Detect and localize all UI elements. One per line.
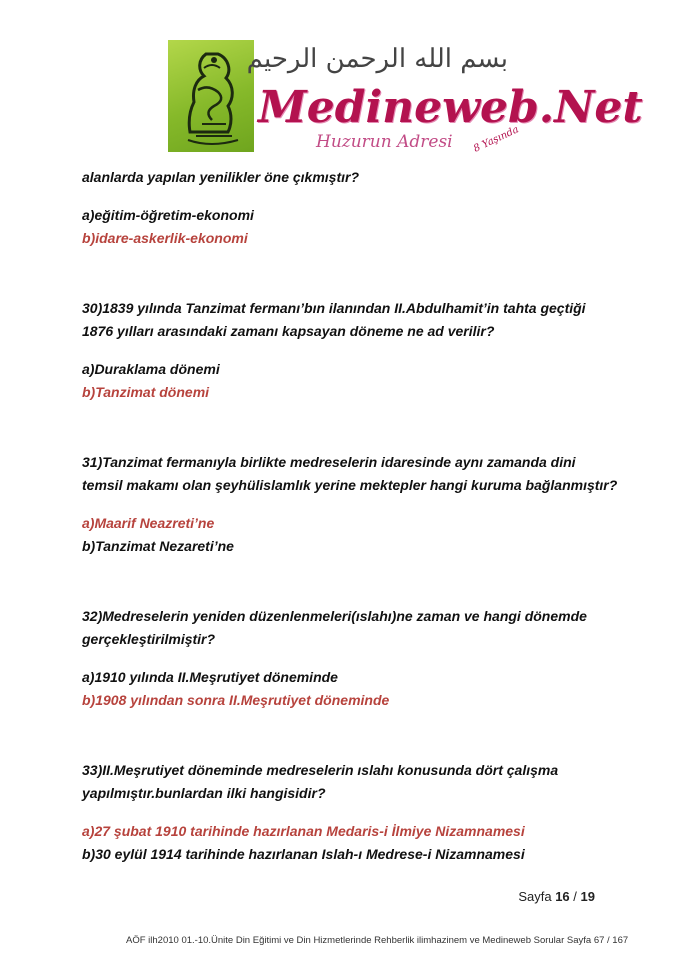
calligraphy-logo <box>168 40 254 152</box>
q31-text-line1: 31)Tanzimat fermanıyla birlikte medreselerin idaresinde aynı zamanda dini <box>82 454 576 470</box>
q30-text-line2: 1876 yılları arasındaki zamanı kapsayan döneme ne ad verilir? <box>82 323 495 339</box>
page-current: 16 <box>555 889 570 904</box>
page-total: 19 <box>580 889 595 904</box>
intro-line: alanlarda yapılan yenilikler öne çıkmıştır? <box>82 169 360 185</box>
page-number <box>518 889 595 904</box>
q33-text-line2: yapılmıştır.bunlardan ilki hangisidir? <box>82 785 326 801</box>
q32-option-a: a)1910 yılında II.Meşrutiyet döneminde <box>82 669 338 685</box>
question-content <box>82 166 622 866</box>
q32-text-line2: gerçekleştirilmiştir? <box>82 631 216 647</box>
page-separator: / <box>573 889 577 904</box>
brand-years-badge: 8 Yaşında <box>471 124 521 155</box>
q31-option-a-correct: a)Maarif Neazreti’ne <box>82 515 215 531</box>
q29-option-a: a)eğitim-öğretim-ekonomi <box>82 207 254 223</box>
calligraphy-figure-icon <box>168 40 254 152</box>
q33-option-a-correct: a)27 şubat 1910 tarihinde hazırlanan Medaris-i İlmiye Nizamnamesi <box>82 823 525 839</box>
q30-option-a: a)Duraklama dönemi <box>82 361 220 377</box>
brand-title: Medineweb.Net <box>258 82 643 133</box>
page-label: Sayfa <box>518 889 552 904</box>
q30-option-b-correct: b)Tanzimat dönemi <box>82 384 210 400</box>
q33-option-b: b)30 eylül 1914 tarihinde hazırlanan Islah-ı Medrese-i Nizamnamesi <box>82 846 525 862</box>
q33-text-line1: 33)II.Meşrutiyet döneminde medreselerin ıslahı konusunda dört çalışma <box>82 762 559 778</box>
q30-text-line1: 30)1839 yılında Tanzimat fermanı’bın ilanından II.Abdulhamit’in tahta geçtiği <box>82 300 586 316</box>
basmala-calligraphy: بسم الله الرحمن الرحيم <box>246 44 508 74</box>
q32-text-line1: 32)Medreselerin yeniden düzenlenmeleri(ıslahı)ne zaman ve hangi dönemde <box>82 608 587 624</box>
q29-option-b-correct: b)idare-askerlik-ekonomi <box>82 230 248 246</box>
site-header <box>168 38 643 156</box>
brand-tagline: Huzurun Adresi <box>316 132 453 152</box>
document-footer: AÖF ilh2010 01.-10.Ünite Din Eğitimi ve Din Hizmetlerinde Rehberlik ilimhazinem ve Medineweb Sorular Sayfa 67 / 167 <box>126 935 629 946</box>
q32-option-b-correct: b)1908 yılından sonra II.Meşrutiyet döneminde <box>82 692 390 708</box>
q31-text-line2: temsil makamı olan şeyhülislamlık yerine mektepler hangi kuruma bağlanmıştır? <box>82 477 618 493</box>
q31-option-b: b)Tanzimat Nezareti’ne <box>82 538 234 554</box>
